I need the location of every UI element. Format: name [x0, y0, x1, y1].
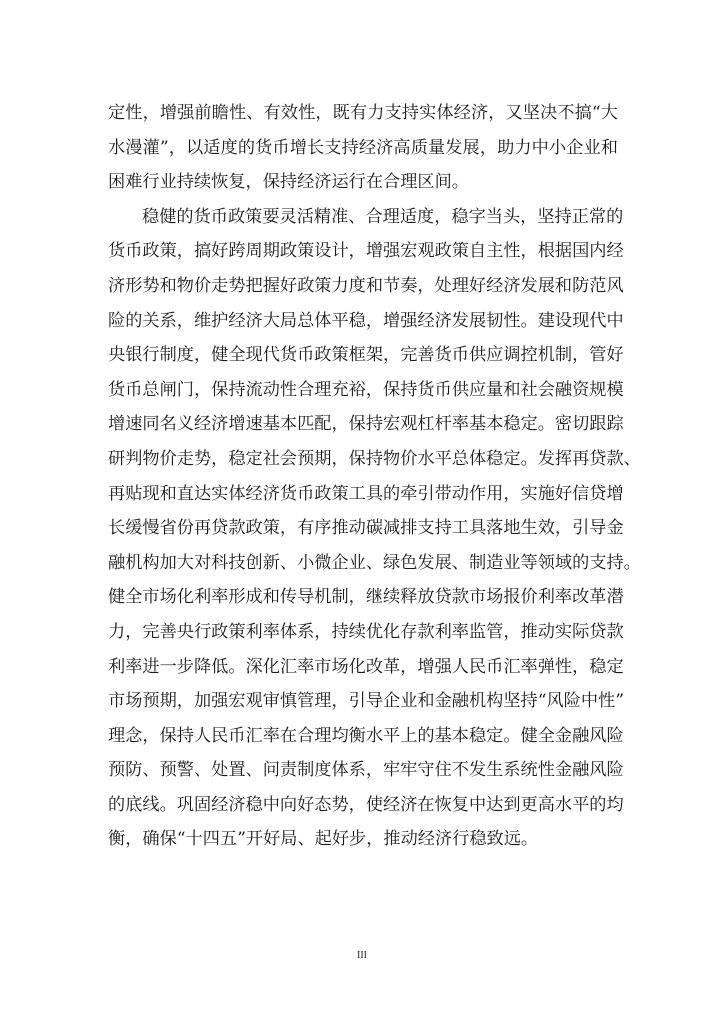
text-line: 定性，增强前瞻性、有效性，既有力支持实体经济，又坚决不搞“大 — [108, 103, 618, 123]
text-line: 市场预期，加强宏观审慎管理，引导企业和金融机构坚持“风险中性” — [108, 691, 625, 712]
text-line: 的底线。巩固经济稳中向好态势，使经济在恢复中达到更高水平的均 — [108, 794, 624, 815]
document-page — [108, 96, 641, 857]
text-line: 货币总闸门，保持流动性合理充裕，保持货币供应量和社会融资规模 — [108, 379, 624, 400]
text-line: 长缓慢省份再贷款政策，有序推动碳减排支持工具落地生效，引导金 — [108, 518, 624, 539]
text-line: 稳健的货币政策要灵活精准、合理适度，稳字当头，坚持正常的 — [142, 206, 624, 227]
text-line: 增速同名义经济增速基本匹配，保持宏观杠杆率基本稳定。密切跟踪 — [108, 414, 624, 435]
text-line: 货币政策，搞好跨周期政策设计，增强宏观政策自主性，根据国内经 — [108, 241, 624, 262]
paragraph-monetary-policy — [108, 200, 641, 857]
page-number: III — [357, 950, 367, 961]
text-line: 险的关系，维护经济大局总体平稳，增强经济发展韧性。建设现代中 — [108, 310, 624, 331]
text-line: 研判物价走势，稳定社会预期，保持物价水平总体稳定。发挥再贷款、 — [108, 448, 641, 469]
text-line: 力，完善央行政策利率体系，持续优化存款利率监管，推动实际贷款 — [108, 621, 624, 642]
text-line: 预防、预警、处置、问责制度体系，牢牢守住不发生系统性金融风险 — [108, 760, 624, 781]
text-line: 融机构加大对科技创新、小微企业、绿色发展、制造业等领域的支持。 — [108, 552, 641, 573]
text-line: 健全市场化利率形成和传导机制，继续释放贷款市场报价利率改革潜 — [108, 587, 624, 608]
text-line: 济形势和物价走势把握好政策力度和节奏，处理好经济发展和防范风 — [108, 275, 624, 296]
text-line: 衡，确保“十四五”开好局、起好步，推动经济行稳致远。 — [108, 829, 539, 850]
text-line: 再贴现和直达实体经济货币政策工具的牵引带动作用，实施好信贷增 — [108, 483, 624, 504]
text-line: 央银行制度，健全现代货币政策框架，完善货币供应调控机制，管好 — [108, 345, 624, 366]
text-line: 水漫灌”，以适度的货币增长支持经济高质量发展，助力中小企业和 — [108, 137, 618, 158]
text-line: 理念，保持人民币汇率在合理均衡水平上的基本稳定。健全金融风险 — [108, 725, 624, 746]
text-line: 利率进一步降低。深化汇率市场化改革，增强人民币汇率弹性，稳定 — [108, 656, 624, 677]
text-line: 困难行业持续恢复，保持经济运行在合理区间。 — [108, 172, 469, 193]
paragraph-continuation — [108, 96, 618, 200]
